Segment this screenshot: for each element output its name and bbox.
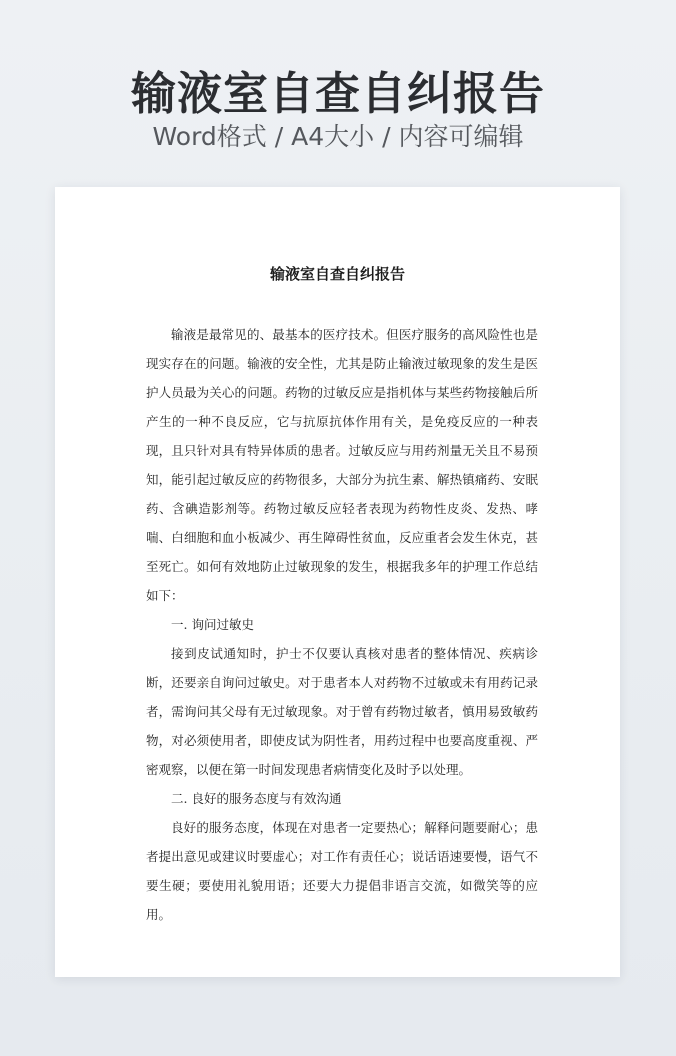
section-heading-service-attitude: 二. 良好的服务态度与有效沟通 bbox=[171, 791, 342, 806]
paragraph-allergy-history: 接到皮试通知时，护士不仅要认真核对患者的整体情况、疾病诊断，还要亲自询问过敏史。对于患者本人对药物不过敏或未有用药记录者，需询问其父母有无过敏现象。对于曾有药物过敏者，慎用易致敏药物，对必须使用者，即使皮试为阴性者，用药过程中也要高度重视、严密观察，以便在第一时间发现患者病情变化及时予以处理。 bbox=[146, 646, 538, 777]
banner-subtitle: Word格式 / A4大小 / 内容可编辑 bbox=[152, 122, 524, 151]
paragraph-service-attitude: 良好的服务态度，体现在对患者一定要热心；解释问题要耐心；患者提出意见或建议时要虚心；对工作有责任心；说话语速要慢，语气不要生硬；要使用礼貌用语；还要大力提倡非语言交流，如微笑等的应用。 bbox=[146, 820, 538, 922]
section-heading-allergy-history: 一. 询问过敏史 bbox=[171, 617, 254, 632]
document-title: 输液室自查自纠报告 bbox=[269, 265, 405, 283]
paragraph-intro: 输液是最常见的、最基本的医疗技术。但医疗服务的高风险性也是现实存在的问题。输液的安全性，尤其是防止输液过敏现象的发生是医护人员最为关心的问题。药物的过敏反应是指机体与某些药物接触后所产生的一种不良反应，它与抗原抗体作用有关，是免疫反应的一种表现，且只针对具有特异体质的患者。过敏反应与用药剂量无关且不易预知，能引起过敏反应的药物很多，大部分为抗生素、解热镇痛药、安眠药、含碘造影剂等。药物过敏反应轻者表现为药物性皮炎、发热、哮喘、白细胞和血小板减少、再生障碍性贫血，反应重者会发生休克，甚至死亡。如何有效地防止过敏现象的发生，根据我多年的护理工作总结如下： bbox=[146, 327, 538, 603]
banner-title: 输液室自查自纠报告 bbox=[130, 67, 545, 120]
document-body bbox=[146, 320, 538, 929]
document-page bbox=[55, 187, 620, 977]
